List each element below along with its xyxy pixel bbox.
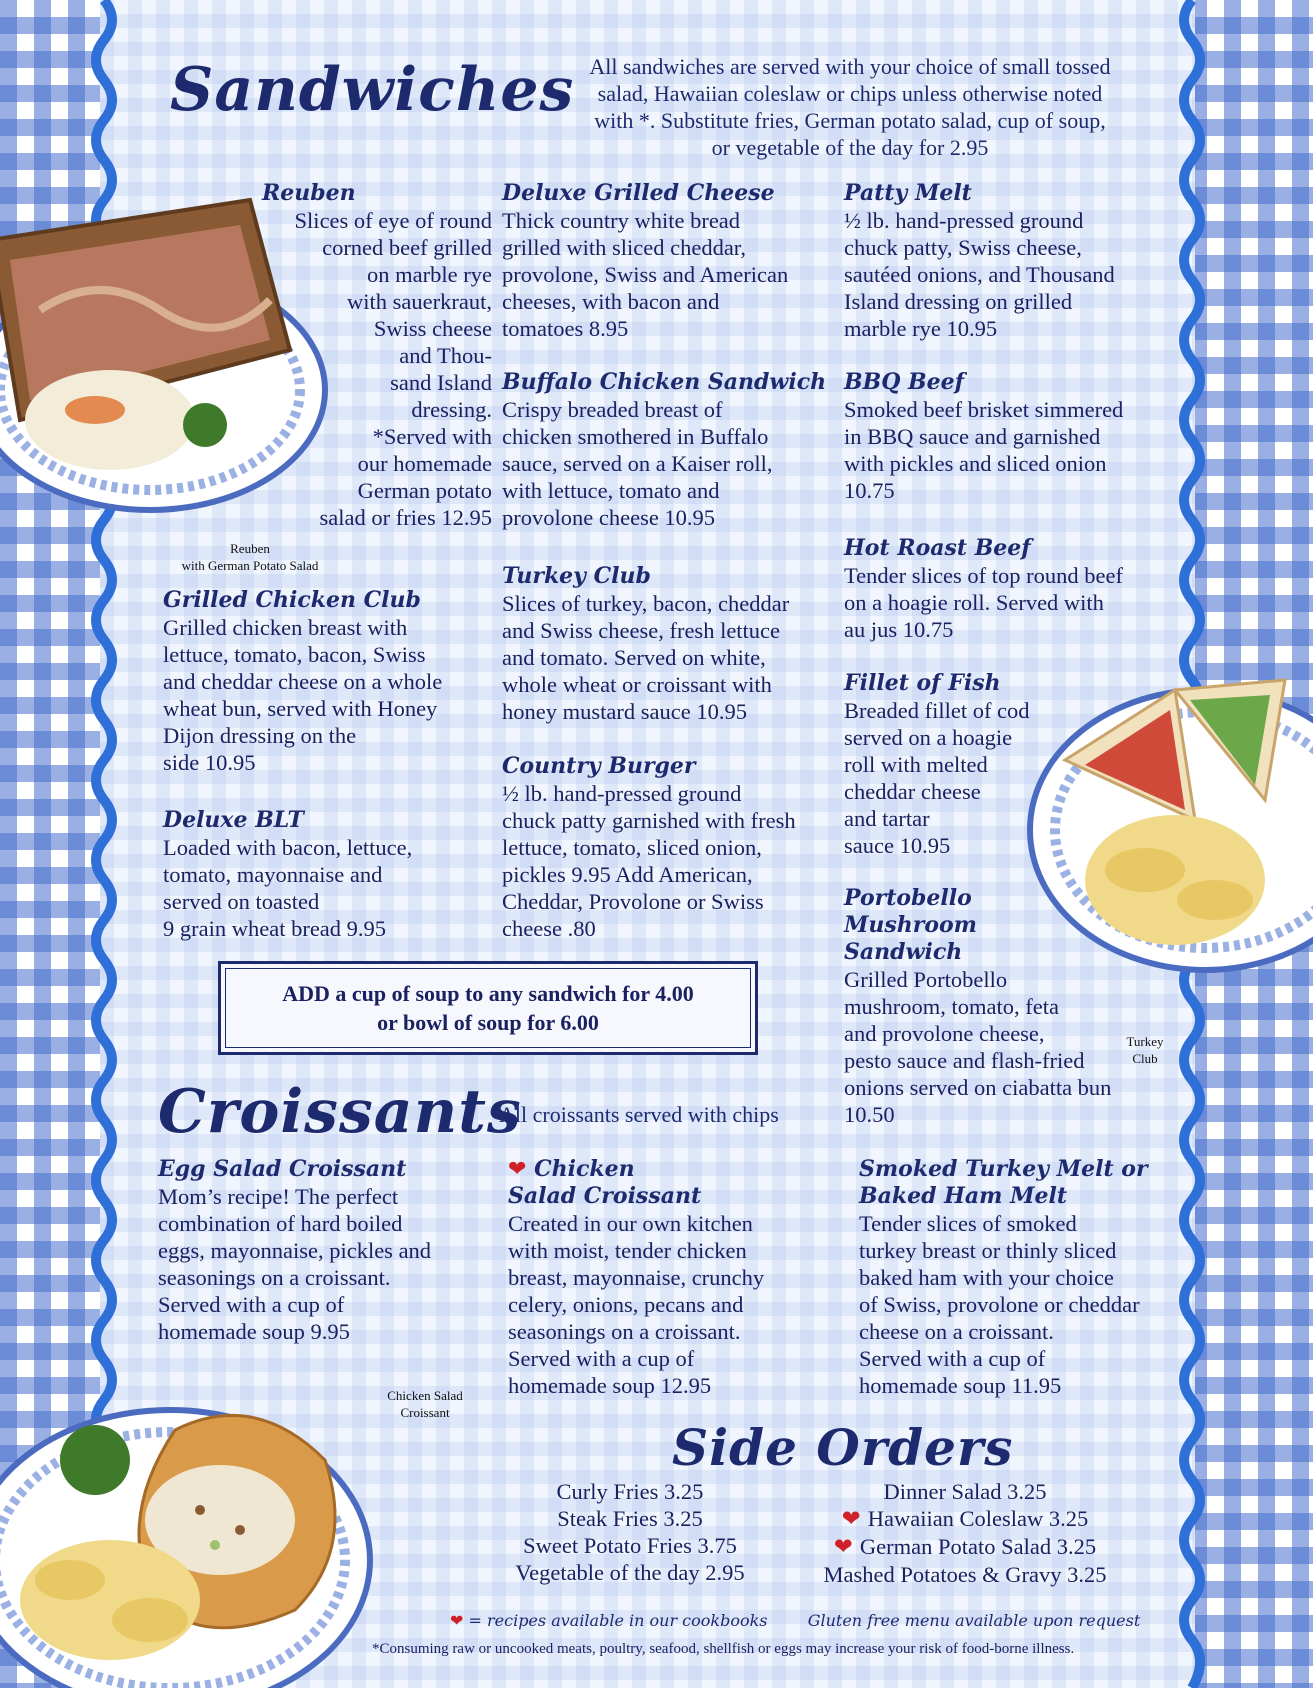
item-name: Fillet of Fish xyxy=(844,670,1001,696)
side-item: Mashed Potatoes & Gravy 3.25 xyxy=(823,1562,1107,1587)
menu-item-bbq-beef xyxy=(844,369,1164,504)
heart-icon: ❤ xyxy=(833,1534,860,1560)
item-desc: Grilled Portobello mushroom, tomato, feta and provolone cheese, pesto sauce and flash-fried onions served on ciabatta bun 10.50 xyxy=(844,967,1112,1127)
chicken-salad-croissant-photo xyxy=(0,1370,380,1688)
menu-item-chicken-salad-croissant xyxy=(508,1156,838,1399)
item-name: Deluxe Grilled Cheese xyxy=(502,180,775,206)
menu-item-buffalo-chicken xyxy=(502,369,832,531)
item-desc: Tender slices of top round beef on a hoagie roll. Served with au jus 10.75 xyxy=(844,563,1123,642)
item-name: Country Burger xyxy=(502,753,696,779)
item-desc: Grilled chicken breast with lettuce, tomato, bacon, Swiss and cheddar cheese on a whole wheat bun, served with Honey Dijon dressing on the side 10.95 xyxy=(163,615,443,775)
heart-icon: ❤ xyxy=(450,1611,464,1630)
item-desc: Crispy breaded breast of chicken smothered in Buffalo sauce, served on a Kaiser roll, with lettuce, tomato and provolone cheese 10.95 xyxy=(502,397,773,530)
menu-item-deluxe-blt xyxy=(163,807,493,942)
side-orders-left xyxy=(480,1478,780,1586)
menu-item-egg-salad-croissant xyxy=(158,1156,488,1345)
caption-chicken-salad: Chicken Salad Croissant xyxy=(387,1388,463,1420)
gluten-free-note: Gluten free menu available upon request xyxy=(807,1611,1141,1630)
side-item: German Potato Salad 3.25 xyxy=(859,1534,1097,1559)
sandwiches-intro: All sandwiches are served with your choice of small tossed salad, Hawaiian coleslaw or chips unless otherwise noted with *. Substitute fries, German potato salad, cup of soup, or vegetable of the day for 2.95 xyxy=(589,54,1111,160)
item-name: Grilled Chicken Club xyxy=(163,587,421,613)
item-desc: Breaded fillet of cod served on a hoagie roll with melted cheddar cheese and tartar sauce 10.95 xyxy=(844,698,1030,858)
item-desc: ½ lb. hand-pressed ground chuck patty garnished with fresh lettuce, tomato, sliced onion, pickles 9.95 Add American, Cheddar, Provolone or Swiss cheese .80 xyxy=(502,781,796,941)
menu-item-reuben xyxy=(262,180,356,207)
item-desc-reuben: Slices of eye of round corned beef grilled on marble rye with sauerkraut, Swiss cheese and Thou- sand Island dressing. *Served with our homemade German potato salad or fries 12.95 xyxy=(294,208,492,530)
item-name: Deluxe BLT xyxy=(163,807,304,833)
side-item: Steak Fries 3.25 xyxy=(557,1506,703,1531)
menu-item-fillet-of-fish xyxy=(844,670,1064,859)
caption-reuben: Reuben with German Potato Salad xyxy=(181,541,319,573)
item-name: Buffalo Chicken Sandwich xyxy=(502,369,827,395)
item-desc: Smoked beef brisket simmered in BBQ sauce and garnished with pickles and sliced onion 10.75 xyxy=(844,397,1124,503)
menu-item-grilled-chicken-club xyxy=(163,587,493,776)
item-name: Reuben xyxy=(262,180,356,206)
heart-note: = recipes available in our cookbooks xyxy=(468,1611,768,1630)
item-desc: Created in our own kitchen with moist, tender chicken breast, mayonnaise, crunchy celery, onions, pecans and seasonings on a croissant. Served with a cup of homemade soup 12.95 xyxy=(508,1211,765,1398)
item-desc: Tender slices of smoked turkey breast or thinly sliced baked ham with your choice of Swiss, provolone or cheddar cheese on a croissant. Served with a cup of homemade soup 11.95 xyxy=(859,1211,1140,1398)
soup-addon-line1: ADD a cup of soup to any sandwich for 4.00 xyxy=(282,981,694,1006)
croissants-title: Croissants xyxy=(158,1077,522,1147)
menu-item-country-burger xyxy=(502,753,842,942)
menu-item-turkey-club xyxy=(502,563,832,725)
food-safety-disclaimer: *Consuming raw or uncooked meats, poultry, seafood, shellfish or eggs may increase your risk of food-borne illness. xyxy=(372,1641,1075,1657)
heart-icon: ❤ xyxy=(841,1506,868,1532)
menu-item-patty-melt xyxy=(844,180,1164,342)
item-desc: Slices of turkey, bacon, cheddar and Swiss cheese, fresh lettuce and tomato. Served on white, whole wheat or croissant with honey mustard sauce 10.95 xyxy=(502,591,790,724)
side-orders-right xyxy=(800,1478,1130,1588)
item-name: Patty Melt xyxy=(844,180,972,206)
croissants-intro: All croissants served with chips xyxy=(499,1102,779,1127)
item-desc: Mom’s recipe! The perfect combination of hard boiled eggs, mayonnaise, pickles and seasonings on a croissant. Served with a cup of homemade soup 9.95 xyxy=(158,1184,432,1344)
sandwiches-title: Sandwiches xyxy=(170,55,575,125)
item-desc: Loaded with bacon, lettuce, tomato, mayonnaise and served on toasted 9 grain wheat bread 9.95 xyxy=(163,835,413,941)
caption-turkey-club: Turkey Club xyxy=(1126,1034,1164,1066)
menu-item-smoked-turkey-melt xyxy=(859,1156,1179,1399)
menu-item-deluxe-grilled-cheese xyxy=(502,180,832,342)
soup-addon-line2: or bowl of soup for 6.00 xyxy=(377,1010,599,1035)
item-name: Portobello Mushroom Sandwich xyxy=(844,885,977,965)
item-name: Turkey Club xyxy=(502,563,651,589)
menu-item-portobello xyxy=(844,885,1164,1128)
item-name-line2: Salad Croissant xyxy=(508,1183,702,1209)
item-name: Hot Roast Beef xyxy=(844,535,1031,561)
side-item: Hawaiian Coleslaw 3.25 xyxy=(867,1506,1089,1531)
item-name: Egg Salad Croissant xyxy=(158,1156,407,1182)
menu-item-hot-roast-beef xyxy=(844,535,1164,643)
item-desc: Thick country white bread grilled with sliced cheddar, provolone, Swiss and American cheeses, with bacon and tomatoes 8.95 xyxy=(502,208,789,341)
side-item: Dinner Salad 3.25 xyxy=(883,1479,1047,1504)
footer-notes xyxy=(450,1611,1140,1630)
soup-addon-box xyxy=(218,961,758,1055)
side-item: Sweet Potato Fries 3.75 xyxy=(523,1533,737,1558)
item-name-line1: Chicken xyxy=(534,1156,635,1182)
item-name: Smoked Turkey Melt or Baked Ham Melt xyxy=(859,1156,1148,1209)
side-orders-title: Side Orders xyxy=(672,1418,1014,1477)
item-desc: ½ lb. hand-pressed ground chuck patty, Swiss cheese, sautéed onions, and Thousand Island dressing on grilled marble rye 10.95 xyxy=(844,208,1115,341)
side-item: Curly Fries 3.25 xyxy=(556,1479,704,1504)
heart-icon: ❤ xyxy=(508,1157,527,1182)
side-item: Vegetable of the day 2.95 xyxy=(515,1560,745,1585)
item-name: BBQ Beef xyxy=(844,369,965,395)
